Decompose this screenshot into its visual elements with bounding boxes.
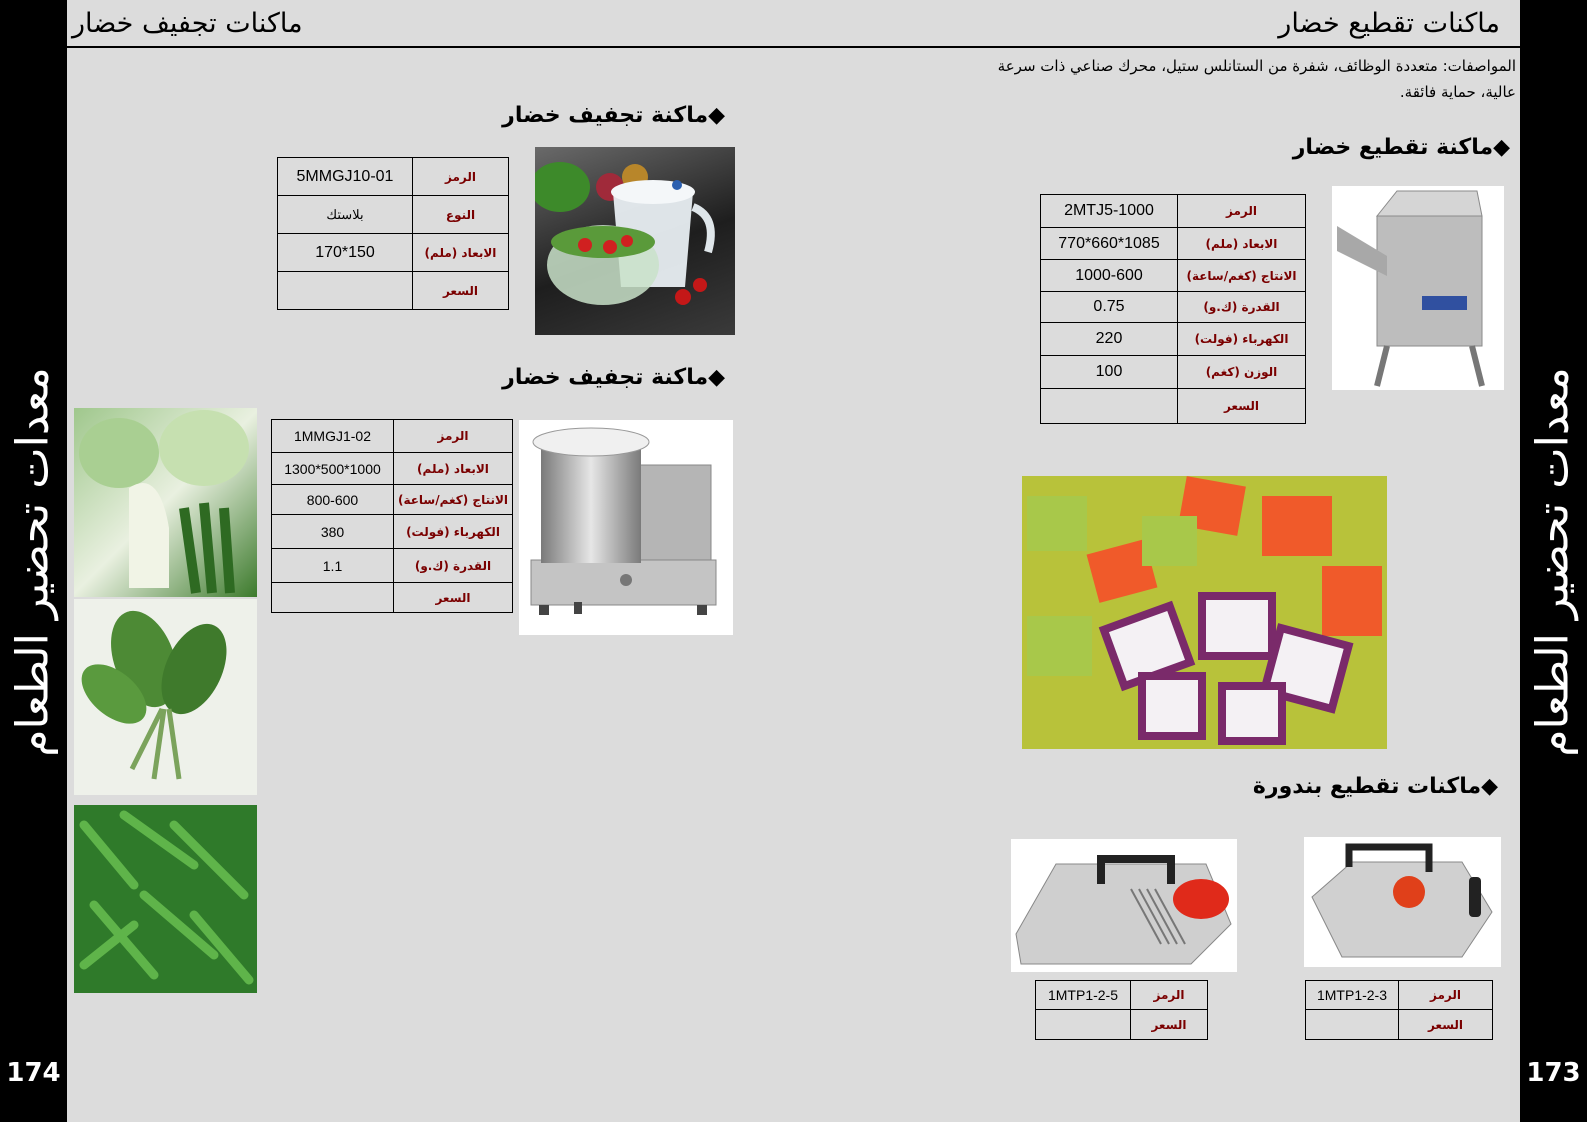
cutter-heading	[1293, 135, 1510, 160]
green-beans-image	[74, 805, 257, 993]
label-power: القدرة (ك.و)	[394, 549, 513, 583]
diamond-bullet-icon: ◆	[1493, 135, 1510, 160]
dryer-large-heading	[502, 365, 725, 390]
left-page-number: 174	[6, 1058, 61, 1088]
dryer-small-code: 5MMGJ10-01	[278, 158, 413, 196]
dryer-large-dimensions: 1300*500*1000	[272, 453, 394, 485]
label-code: الرمز	[1131, 981, 1208, 1010]
specs-paragraph	[856, 53, 1516, 105]
label-type: النوع	[413, 196, 509, 234]
cutter-dimensions: 770*660*1085	[1041, 228, 1178, 260]
dryer-small-type: بلاستك	[278, 196, 413, 234]
label-voltage: الكهرباء (فولت)	[394, 515, 513, 549]
industrial-dryer-image	[519, 420, 733, 635]
cutter-power: 0.75	[1041, 292, 1178, 323]
label-price: السعر	[394, 583, 513, 613]
specs-line-1: المواصفات: متعددة الوظائف، شفرة من الستانلس ستيل، محرك صناعي ذات سرعة	[997, 57, 1516, 75]
right-vertical-title: معدات تحضير الطعام	[1527, 367, 1579, 757]
salad-spinner-image	[535, 147, 735, 335]
label-price: السعر	[1178, 389, 1306, 424]
label-code: الرمز	[1399, 981, 1493, 1010]
label-dimensions: الابعاد (ملم)	[1178, 228, 1306, 260]
left-sidebar	[0, 0, 67, 1122]
label-code: الرمز	[1178, 195, 1306, 228]
spinach-image	[74, 599, 257, 795]
cabbage-image	[74, 408, 257, 597]
dryer-large-heading-text: ماكنة تجفيف خضار	[502, 365, 709, 390]
cutter-output: 1000-600	[1041, 260, 1178, 292]
left-page-header: ماكنات تجفيف خضار	[72, 8, 303, 39]
cutter-spec-table	[1040, 194, 1306, 424]
label-output: الانتاج (كغم/ساعة)	[1178, 260, 1306, 292]
specs-line-2: عالية، حماية فائقة.	[1399, 83, 1516, 101]
tomato-b-code: 1MTP1-2-3	[1306, 981, 1399, 1010]
left-vertical-title: معدات تحضير الطعام	[7, 367, 59, 757]
dryer-large-code: 1MMGJ1-02	[272, 420, 394, 453]
dryer-large-price	[272, 583, 394, 613]
tomato-b-price	[1306, 1010, 1399, 1040]
label-price: السعر	[1399, 1010, 1493, 1040]
dryer-large-voltage: 380	[272, 515, 394, 549]
label-price: السعر	[413, 272, 509, 310]
label-code: الرمز	[413, 158, 509, 196]
dryer-small-heading-text: ماكنة تجفيف خضار	[502, 103, 709, 128]
dryer-large-spec-table	[271, 419, 513, 613]
label-dimensions: الابعاد (ملم)	[394, 453, 513, 485]
dryer-small-dimensions: 170*150	[278, 234, 413, 272]
tomato-slicer-b-image	[1304, 837, 1501, 967]
diamond-bullet-icon: ◆	[1481, 774, 1498, 799]
tomato-cutters-heading	[1253, 774, 1498, 799]
header-divider	[67, 46, 1520, 48]
vegetable-cutter-image	[1332, 186, 1504, 390]
dryer-large-power: 1.1	[272, 549, 394, 583]
cutter-price	[1041, 389, 1178, 424]
cutter-heading-text: ماكنة تقطيع خضار	[1292, 135, 1494, 160]
label-price: السعر	[1131, 1010, 1208, 1040]
chopped-vegetables-image	[1022, 476, 1387, 749]
label-power: القدرة (ك.و)	[1178, 292, 1306, 323]
label-weight: الوزن (كغم)	[1178, 356, 1306, 389]
right-page-number: 173	[1526, 1058, 1581, 1088]
tomato-slicer-a-spec-table	[1035, 980, 1208, 1040]
tomato-slicer-a-image	[1011, 839, 1237, 972]
tomato-a-code: 1MTP1-2-5	[1036, 981, 1131, 1010]
cutter-voltage: 220	[1041, 323, 1178, 356]
label-output: الانتاج (كغم/ساعة)	[394, 485, 513, 515]
label-dimensions: الابعاد (ملم)	[413, 234, 509, 272]
right-page-header: ماكنات تقطيع خضار	[1278, 8, 1500, 39]
tomato-cutters-heading-text: ماكنات تقطيع بندورة	[1252, 774, 1482, 799]
label-voltage: الكهرباء (فولت)	[1178, 323, 1306, 356]
diamond-bullet-icon: ◆	[708, 365, 725, 390]
label-code: الرمز	[394, 420, 513, 453]
tomato-a-price	[1036, 1010, 1131, 1040]
dryer-large-output: 800-600	[272, 485, 394, 515]
cutter-weight: 100	[1041, 356, 1178, 389]
dryer-small-heading	[502, 103, 725, 128]
dryer-small-price	[278, 272, 413, 310]
dryer-small-spec-table	[277, 157, 509, 310]
tomato-slicer-b-spec-table	[1305, 980, 1493, 1040]
cutter-code: 2MTJ5-1000	[1041, 195, 1178, 228]
right-sidebar	[1520, 0, 1587, 1122]
diamond-bullet-icon: ◆	[708, 103, 725, 128]
